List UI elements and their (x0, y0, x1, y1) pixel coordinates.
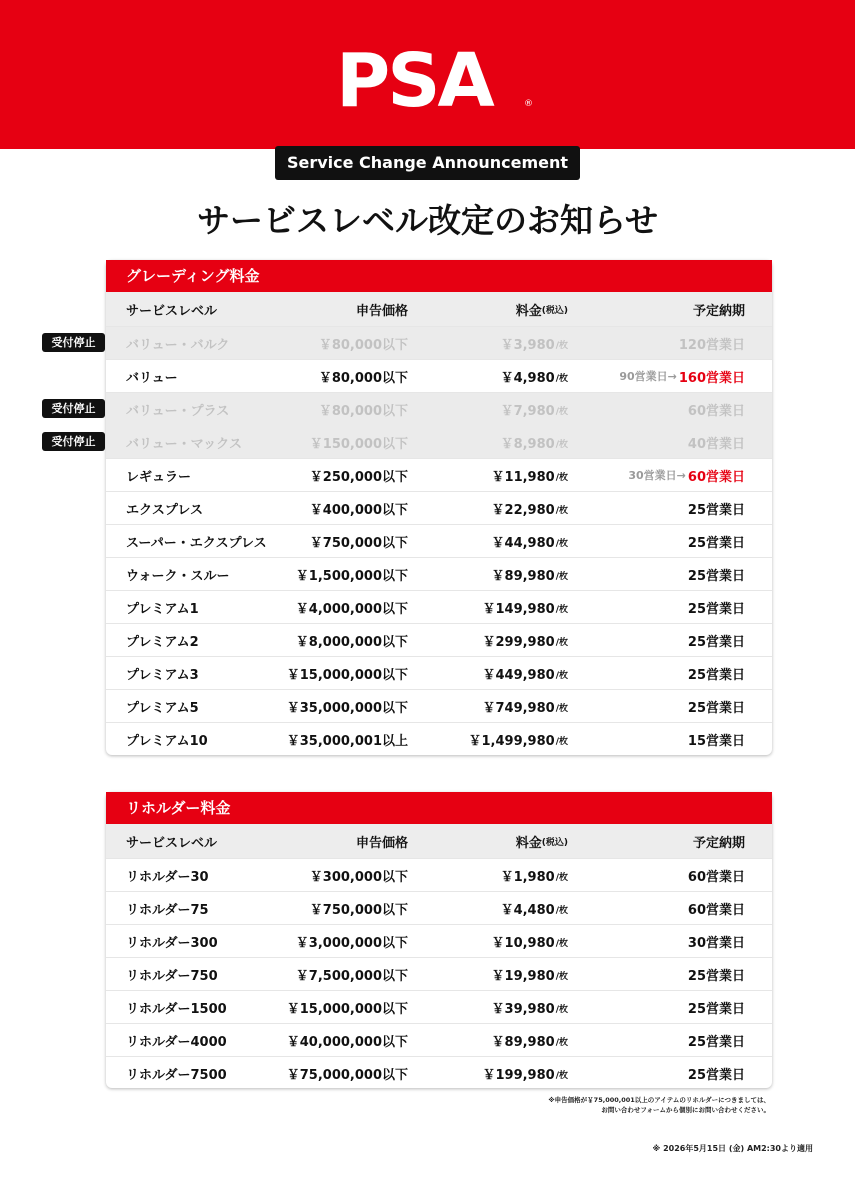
declared-value: ￥400,000以下 (309, 502, 408, 518)
fee-amount: ￥3,980 (500, 337, 555, 353)
fee-unit: /枚 (555, 872, 568, 883)
declared-value: ￥1,500,000以下 (295, 568, 408, 584)
turnaround-cell (688, 690, 745, 722)
declared-value: ￥80,000以下 (318, 337, 408, 353)
turnaround-days: 25営業日 (687, 634, 745, 650)
service-level-name: プレミアム10 (126, 733, 208, 749)
fee-amount: ￥11,980 (491, 469, 555, 485)
fee-unit: /枚 (555, 571, 568, 582)
fee-cell (492, 1024, 568, 1056)
fee-unit: /枚 (555, 938, 568, 949)
col-service-level: サービスレベル (126, 303, 218, 319)
fee-cell (492, 492, 568, 524)
col-fee (516, 292, 568, 326)
table-row (106, 590, 772, 623)
table-row (106, 326, 772, 359)
turnaround-cell (688, 1057, 745, 1089)
fee-cell (501, 859, 568, 891)
fee-unit: /枚 (555, 736, 568, 747)
footnote-line: ※申告価格が￥75,000,001以上のアイテムのリホルダーにつきましては、 (548, 1096, 770, 1104)
service-level-name: リホルダー750 (126, 968, 218, 984)
fee-amount: ￥19,980 (491, 968, 555, 984)
page-title: サービスレベル改定のお知らせ (196, 201, 658, 240)
turnaround-cell (688, 991, 745, 1023)
table-row (106, 924, 772, 957)
fee-cell (492, 558, 568, 590)
fee-amount: ￥199,980 (482, 1067, 555, 1083)
turnaround-cell (619, 360, 745, 392)
fee-unit: /枚 (555, 971, 568, 982)
declared-value: ￥150,000以下 (309, 436, 408, 452)
fee-cell (501, 892, 568, 924)
declared-value: ￥300,000以下 (309, 869, 408, 885)
declared-value: ￥80,000以下 (318, 403, 408, 419)
turnaround-days: 25営業日 (687, 568, 745, 584)
col-fee-tax-note: (税込) (541, 837, 568, 848)
header-band (0, 0, 855, 149)
turnaround-previous: 30営業日→ (628, 469, 686, 482)
col-turnaround: 予定納期 (692, 303, 745, 319)
service-level-name: ウォーク・スルー (126, 568, 230, 584)
turnaround-cell (688, 958, 745, 990)
turnaround-days: 25営業日 (687, 1001, 745, 1017)
declared-value: ￥250,000以下 (309, 469, 408, 485)
turnaround-days: 60営業日 (687, 869, 745, 885)
turnaround-cell (688, 426, 745, 458)
fee-cell (501, 393, 568, 425)
col-fee-tax-note: (税込) (541, 305, 568, 316)
service-level-name: リホルダー30 (126, 869, 209, 885)
table-row (106, 891, 772, 924)
turnaround-cell (688, 657, 745, 689)
declared-value: ￥8,000,000以下 (295, 634, 408, 650)
declared-value: ￥80,000以下 (318, 370, 408, 386)
service-level-name: リホルダー7500 (126, 1067, 227, 1083)
turnaround-days: 120営業日 (678, 337, 745, 353)
fee-unit: /枚 (555, 905, 568, 916)
fee-amount: ￥1,499,980 (468, 733, 555, 749)
turnaround-days: 25営業日 (687, 667, 745, 683)
table-row (106, 858, 772, 891)
fee-unit: /枚 (555, 670, 568, 681)
effective-date: ※ 2026年5月15日 (金) AM2:30より適用 (652, 1144, 813, 1153)
service-level-name: エクスプレス (126, 502, 203, 518)
fee-cell (482, 657, 568, 689)
fee-unit: /枚 (555, 604, 568, 615)
fee-unit: /枚 (555, 439, 568, 450)
turnaround-days: 25営業日 (687, 535, 745, 551)
col-declared-value: 申告価格 (355, 835, 408, 851)
fee-amount: ￥299,980 (482, 634, 555, 650)
turnaround-days: 160営業日 (678, 370, 745, 386)
fee-unit: /枚 (555, 340, 568, 351)
reholder-fee-table (106, 792, 772, 1088)
fee-cell (482, 624, 568, 656)
service-level-name: スーパー・エクスプレス (126, 535, 267, 551)
fee-unit: /枚 (555, 538, 568, 549)
service-level-name: リホルダー1500 (126, 1001, 227, 1017)
fee-amount: ￥7,980 (500, 403, 555, 419)
declared-value: ￥750,000以下 (309, 535, 408, 551)
grading-rows (106, 326, 772, 755)
registered-mark: ® (524, 99, 533, 109)
service-level-name: バリュー・プラス (126, 403, 230, 419)
fee-unit: /枚 (555, 703, 568, 714)
fee-cell (492, 525, 568, 557)
table-row (106, 990, 772, 1023)
turnaround-previous: 90営業日→ (619, 370, 677, 383)
service-level-name: リホルダー4000 (126, 1034, 227, 1050)
service-level-name: プレミアム3 (126, 667, 199, 683)
fee-cell (482, 1057, 568, 1089)
table-row (106, 392, 772, 425)
table-row (106, 623, 772, 656)
fee-amount: ￥449,980 (482, 667, 555, 683)
fee-amount: ￥8,980 (500, 436, 555, 452)
table-header (106, 292, 772, 326)
declared-value: ￥750,000以下 (309, 902, 408, 918)
fee-unit: /枚 (555, 1037, 568, 1048)
declared-value: ￥35,000,000以下 (286, 700, 408, 716)
service-level-name: バリュー・バルク (126, 337, 230, 353)
turnaround-days: 60営業日 (687, 902, 745, 918)
table-row (106, 722, 772, 755)
service-level-name: リホルダー75 (126, 902, 209, 918)
service-stopped-badge: 受付停止 (42, 432, 105, 451)
declared-value: ￥3,000,000以下 (295, 935, 408, 951)
fee-unit: /枚 (555, 472, 568, 483)
fee-unit: /枚 (555, 373, 568, 384)
col-fee-label: 料金 (515, 835, 542, 851)
service-level-name: プレミアム5 (126, 700, 199, 716)
fee-cell (501, 327, 568, 359)
fee-unit: /枚 (555, 1070, 568, 1081)
turnaround-days: 25営業日 (687, 968, 745, 984)
fee-cell (501, 360, 568, 392)
turnaround-cell (688, 892, 745, 924)
fee-unit: /枚 (555, 505, 568, 516)
fee-cell (482, 690, 568, 722)
table-row (106, 491, 772, 524)
grading-fee-table (106, 260, 772, 755)
declared-value: ￥15,000,000以下 (286, 667, 408, 683)
service-level-name: プレミアム2 (126, 634, 199, 650)
fee-amount: ￥1,980 (500, 869, 555, 885)
footnote-line: お問い合わせフォームから個別にお問い合わせください。 (601, 1106, 770, 1114)
fee-amount: ￥39,980 (491, 1001, 555, 1017)
service-stopped-badge: 受付停止 (42, 333, 105, 352)
fee-cell (492, 991, 568, 1023)
turnaround-cell (688, 859, 745, 891)
fee-amount: ￥44,980 (491, 535, 555, 551)
fee-unit: /枚 (555, 637, 568, 648)
service-level-name: プレミアム1 (126, 601, 199, 617)
table-header (106, 824, 772, 858)
turnaround-days: 15営業日 (687, 733, 745, 749)
turnaround-cell (688, 1024, 745, 1056)
turnaround-days: 25営業日 (687, 1034, 745, 1050)
fee-unit: /枚 (555, 1004, 568, 1015)
col-declared-value: 申告価格 (355, 303, 408, 319)
fee-cell (492, 925, 568, 957)
turnaround-days: 25営業日 (687, 502, 745, 518)
service-stopped-badge: 受付停止 (42, 399, 105, 418)
turnaround-days: 25営業日 (687, 601, 745, 617)
fee-amount: ￥4,480 (500, 902, 555, 918)
fee-cell (492, 958, 568, 990)
fee-amount: ￥10,980 (491, 935, 555, 951)
declared-value: ￥75,000,000以下 (286, 1067, 408, 1083)
table-row (106, 689, 772, 722)
service-level-name: バリュー (126, 370, 178, 386)
declared-value: ￥35,000,001以上 (286, 733, 408, 749)
table-row (106, 524, 772, 557)
table-row (106, 1056, 772, 1089)
service-level-name: バリュー・マックス (126, 436, 242, 452)
table-row (106, 458, 772, 491)
fee-cell (492, 459, 568, 491)
turnaround-cell (688, 393, 745, 425)
turnaround-cell (679, 327, 745, 359)
col-fee (516, 824, 568, 858)
fee-unit: /枚 (555, 406, 568, 417)
turnaround-days: 60営業日 (687, 403, 745, 419)
fee-cell (482, 591, 568, 623)
turnaround-days: 30営業日 (687, 935, 745, 951)
declared-value: ￥4,000,000以下 (295, 601, 408, 617)
fee-amount: ￥89,980 (491, 1034, 555, 1050)
footnote (548, 1095, 770, 1115)
grading-section-title: グレーディング料金 (106, 260, 772, 292)
turnaround-days: 40営業日 (687, 436, 745, 452)
declared-value: ￥15,000,000以下 (286, 1001, 408, 1017)
fee-amount: ￥89,980 (491, 568, 555, 584)
service-level-name: リホルダー300 (126, 935, 218, 951)
table-row (106, 1023, 772, 1056)
turnaround-cell (688, 591, 745, 623)
col-fee-label: 料金 (515, 303, 542, 319)
service-level-name: レギュラー (126, 469, 192, 485)
fee-cell (469, 723, 569, 755)
turnaround-days: 60営業日 (687, 469, 745, 485)
fee-amount: ￥749,980 (482, 700, 555, 716)
fee-cell (501, 426, 568, 458)
table-row (106, 957, 772, 990)
announcement-label: Service Change Announcement (275, 146, 580, 180)
declared-value: ￥7,500,000以下 (295, 968, 408, 984)
turnaround-cell (688, 558, 745, 590)
fee-amount: ￥4,980 (500, 370, 555, 386)
turnaround-days: 25営業日 (687, 700, 745, 716)
turnaround-days: 25営業日 (687, 1067, 745, 1083)
turnaround-cell (688, 492, 745, 524)
turnaround-cell (688, 925, 745, 957)
table-row (106, 557, 772, 590)
col-service-level: サービスレベル (126, 835, 218, 851)
table-row (106, 425, 772, 458)
turnaround-cell (628, 459, 745, 491)
fee-amount: ￥22,980 (491, 502, 555, 518)
logo-text: PSA (336, 38, 492, 124)
reholder-section-title: リホルダー料金 (106, 792, 772, 824)
psa-logo (332, 38, 533, 124)
table-row (106, 656, 772, 689)
turnaround-cell (688, 723, 745, 755)
declared-value: ￥40,000,000以下 (286, 1034, 408, 1050)
col-turnaround: 予定納期 (692, 835, 745, 851)
turnaround-cell (688, 525, 745, 557)
reholder-rows (106, 858, 772, 1089)
fee-amount: ￥149,980 (482, 601, 555, 617)
table-row (106, 359, 772, 392)
turnaround-cell (688, 624, 745, 656)
